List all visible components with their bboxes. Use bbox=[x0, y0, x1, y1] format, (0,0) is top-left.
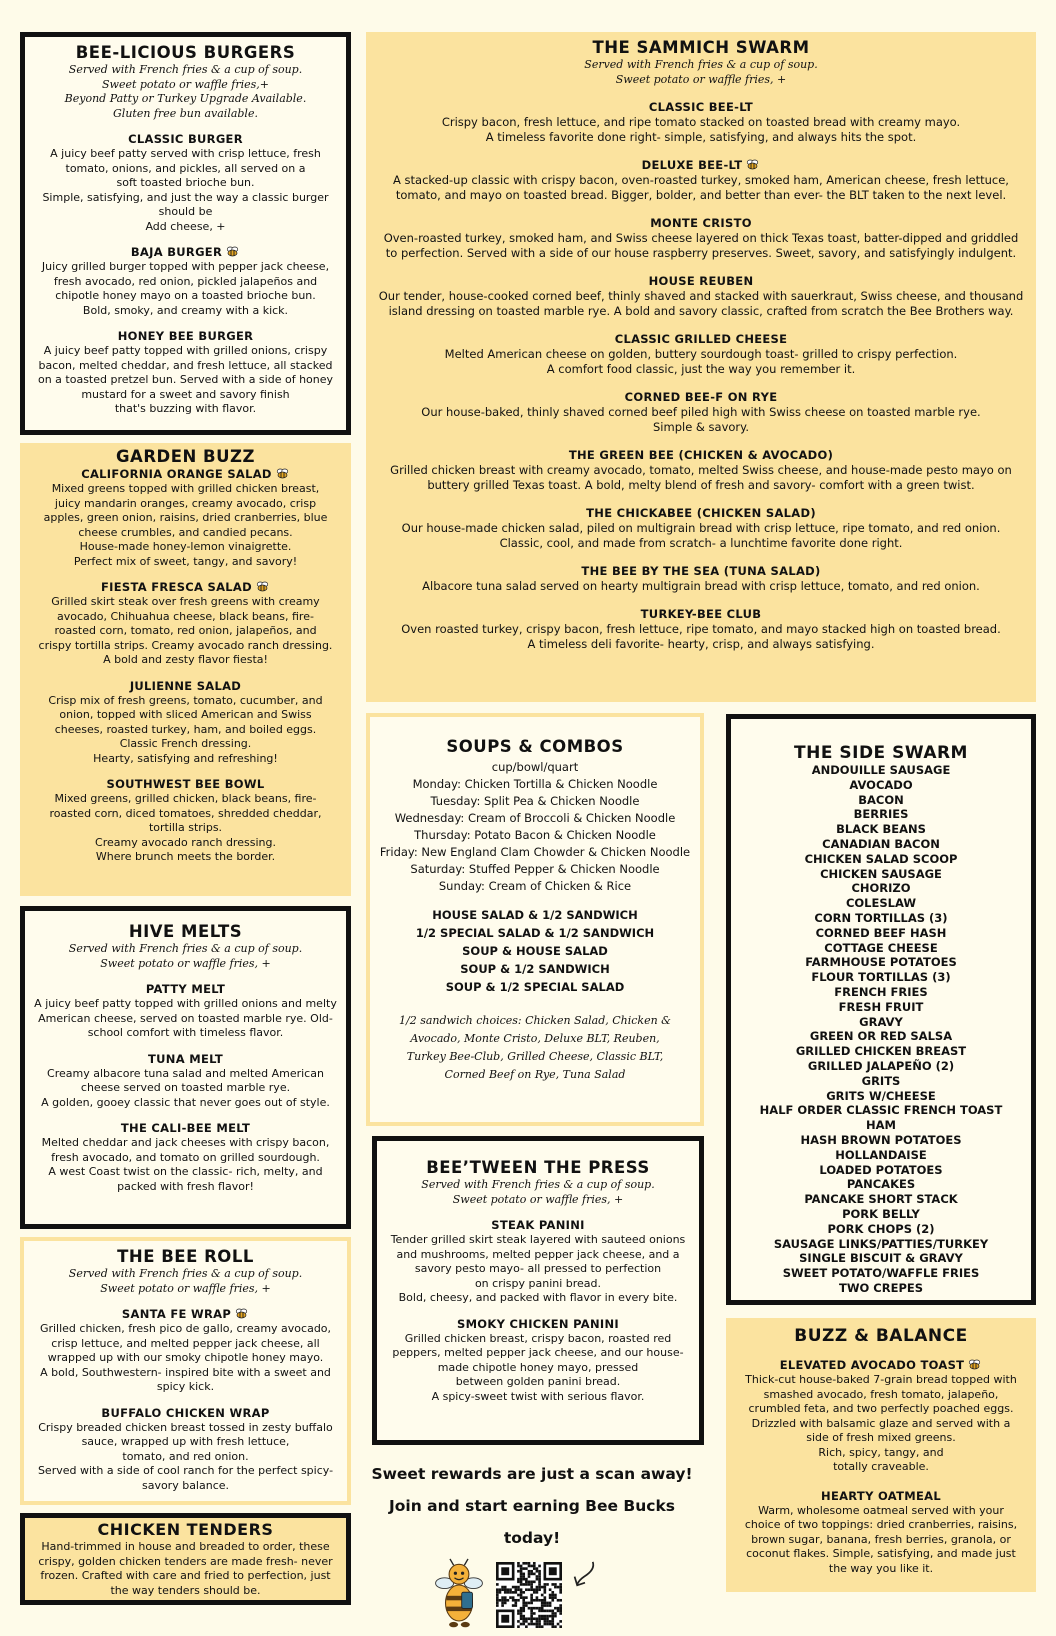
bee-icon bbox=[742, 158, 760, 172]
side-item: HAM bbox=[866, 1118, 896, 1133]
item-description: Albacore tuna salad served on hearty multigrain bread with crisp lettuce, tomato, and red onion. bbox=[422, 579, 980, 593]
combo-list bbox=[374, 906, 696, 996]
side-item: GREEN OR RED SALSA bbox=[809, 1029, 953, 1044]
side-item: HOLLANDAISE bbox=[835, 1147, 927, 1162]
item-name bbox=[26, 467, 345, 482]
item-description: Crispy bacon, fresh lettuce, and ripe tomato stacked on toasted bread with creamy mayo. A timeless favorite done right- simple, satisfying, and always hits the spot. bbox=[441, 115, 961, 144]
item-name bbox=[381, 1317, 695, 1332]
item-name-text: THE BEE BY THE SEA (TUNA SALAD) bbox=[581, 564, 821, 578]
chicken-tenders-section bbox=[20, 1513, 351, 1605]
item-name bbox=[30, 1307, 341, 1322]
side-item: SWEET POTATO/WAFFLE FRIES bbox=[782, 1266, 980, 1281]
item-name-text: CLASSIC BEE-LT bbox=[648, 100, 754, 114]
menu-item bbox=[374, 158, 1028, 203]
menu-item bbox=[381, 1317, 695, 1405]
side-item: GRILLED CHICKEN BREAST bbox=[795, 1044, 967, 1059]
item-name bbox=[29, 982, 342, 997]
item-name bbox=[374, 607, 1028, 622]
item-name bbox=[381, 1218, 695, 1233]
item-name bbox=[374, 332, 1028, 347]
side-item: GRAVY bbox=[859, 1014, 903, 1029]
item-description: Tender grilled skirt steak layered with sauteed onions and mushrooms, melted pepper jack cheese, and a savory pesto mayo- all pressed to perfection on crispy panini bread. Bold, cheesy, and packed with flavor in every bite. bbox=[390, 1233, 686, 1304]
item-name-text: CALIFORNIA ORANGE SALAD bbox=[81, 467, 272, 481]
sides-list bbox=[735, 763, 1027, 1296]
item-description: Our house-baked, thinly shaved corned beef piled high with Swiss cheese on toasted marble rye. Simple & savory. bbox=[421, 405, 981, 434]
menu-item bbox=[29, 1121, 342, 1194]
section-title: BEE-LICIOUS BURGERS bbox=[75, 43, 296, 62]
side-item: GRILLED JALAPEÑO (2) bbox=[807, 1058, 955, 1073]
menu-item bbox=[26, 777, 345, 865]
side-item: PANCAKES bbox=[846, 1177, 916, 1192]
section-title: BEE’TWEEN THE PRESS bbox=[426, 1158, 650, 1177]
side-item: SAUSAGE LINKS/PATTIES/TURKEY bbox=[773, 1236, 989, 1251]
section-intro-line: Sweet potato or waffle fries, + bbox=[100, 956, 271, 970]
item-name bbox=[30, 1406, 341, 1421]
sammich-swarm-section bbox=[366, 32, 1036, 702]
section-intro-line: Sweet potato or waffle fries, + bbox=[452, 1192, 624, 1206]
section-title: HIVE MELTS bbox=[128, 922, 243, 941]
item-description: A juicy beef patty topped with grilled onions, crispy bacon, melted cheddar, and fresh lettuce, all stacked on a toasted pretzel bun. Served with a side of honey mustard for a sweet and savory finish that's buzzing with flavor. bbox=[37, 344, 334, 415]
item-name-text: CORNED BEE-F ON RYE bbox=[624, 390, 778, 404]
soup-day: Friday: New England Clam Chowder & Chicken Noodle bbox=[379, 845, 691, 859]
side-item: FLOUR TORTILLAS (3) bbox=[811, 970, 951, 985]
menu-item bbox=[30, 1307, 341, 1395]
hive-melts-section bbox=[20, 906, 351, 1229]
side-item: SINGLE BISCUIT & GRAVY bbox=[799, 1251, 963, 1266]
section-intro-line: Served with French fries & a cup of soup. bbox=[68, 63, 303, 76]
soup-day: Wednesday: Cream of Broccoli & Chicken Noodle bbox=[394, 811, 676, 825]
item-name bbox=[33, 132, 338, 147]
side-item: BERRIES bbox=[853, 807, 909, 822]
section-intro-line: Beyond Patty or Turkey Upgrade Available. bbox=[64, 92, 307, 105]
section-title: GARDEN BUZZ bbox=[116, 447, 255, 466]
menu-item bbox=[26, 580, 345, 668]
side-item: GRITS bbox=[861, 1073, 901, 1088]
side-item: FRESH FRUIT bbox=[838, 999, 924, 1014]
item-name bbox=[33, 329, 338, 344]
item-description: Mixed greens topped with grilled chicken breast, juicy mandarin oranges, creamy avocado, crisp apples, green onion, raisins, dried cranberries, blue cheese crumbles, and candied pecans. House-made honey-lemon vinaigrette. Perfect mix of sweet, tangy, and savory! bbox=[43, 482, 328, 568]
bee-icon bbox=[272, 467, 290, 481]
side-item: CHICKEN SAUSAGE bbox=[820, 866, 942, 881]
item-description: Grilled chicken breast with creamy avocado, tomato, melted Swiss cheese, and house-made pesto mayo on buttery grilled Texas toast. A bold, melty blend of fresh and savory- comfort with a green twist. bbox=[390, 463, 1012, 492]
bee-roll-section bbox=[20, 1237, 351, 1505]
item-description: Our tender, house-cooked corned beef, thinly shaved and stacked with sauerkraut, Swiss cheese, and thousand island dressing on toasted marble rye. A bold and savory classic, crafted from scratch the Bee Brothers way. bbox=[378, 289, 1024, 318]
half-sandwich-choices: 1/2 sandwich choices: Chicken Salad, Chicken & Avocado, Monte Cristo, Deluxe BLT, Reuben, Turkey Bee-Club, Grilled Cheese, Classic BLT, Corned Beef on Rye, Tuna Salad bbox=[399, 1014, 671, 1081]
item-description: Oven-roasted turkey, smoked ham, and Swiss cheese layered on thick Texas toast, batter-dipped and griddled to perfection. Served with a side of our house raspberry preserves. Sweet, savory, and satisfyingly indulgent. bbox=[383, 231, 1019, 260]
item-name-text: TURKEY-BEE CLUB bbox=[640, 607, 762, 621]
item-name-text: SOUTHWEST BEE BOWL bbox=[106, 777, 265, 791]
side-item: AVOCADO bbox=[849, 777, 913, 792]
soup-schedule bbox=[374, 776, 696, 895]
item-name-text: CLASSIC BURGER bbox=[128, 132, 243, 146]
section-title: BUZZ & BALANCE bbox=[794, 1326, 968, 1346]
section-intro-line: Served with French fries & a cup of soup. bbox=[584, 58, 818, 71]
item-name bbox=[29, 1121, 342, 1136]
item-description: A stacked-up classic with crispy bacon, oven-roasted turkey, smoked ham, American cheese, fresh lettuce, tomato, and mayo on toasted bread. Bigger, bolder, and better than ever- the BLT taken to the next level. bbox=[393, 173, 1009, 202]
side-item: BLACK BEANS bbox=[836, 822, 926, 837]
item-description: Oven roasted turkey, crispy bacon, fresh lettuce, ripe tomato, and mayo stacked high on toasted bread. A timeless deli favorite- hearty, crisp, and always satisfying. bbox=[401, 622, 1001, 651]
item-name bbox=[374, 216, 1028, 231]
item-name-text: HOUSE REUBEN bbox=[648, 274, 754, 288]
bee-mascot-icon bbox=[432, 1556, 486, 1632]
item-name-text: THE CALI-BEE MELT bbox=[120, 1121, 251, 1135]
combo-item: 1/2 SPECIAL SALAD & 1/2 SANDWICH bbox=[415, 926, 655, 940]
menu-item bbox=[374, 274, 1028, 319]
item-description: A juicy beef patty served with crisp lettuce, fresh tomato, onions, and pickles, all served on a soft toasted brioche bun. Simple, satisfying, and just the way a classic burger should be Add cheese, + bbox=[42, 147, 329, 233]
item-description: Melted cheddar and jack cheeses with crispy bacon, fresh avocado, and tomato on grilled sourdough. A west Coast twist on the classic- rich, melty, and packed with fresh flavor! bbox=[41, 1136, 330, 1193]
section-title: CHICKEN TENDERS bbox=[97, 1520, 274, 1539]
item-name-text: THE CHICKABEE (CHICKEN SALAD) bbox=[586, 506, 816, 520]
side-item: HASH BROWN POTATOES bbox=[800, 1132, 962, 1147]
item-description: Juicy grilled burger topped with pepper jack cheese, fresh avocado, red onion, pickled jalapeños and chipotle honey mayo on a toasted brioche bun. Bold, smoky, and creamy with a kick. bbox=[41, 260, 330, 317]
side-item: PANCAKE SHORT STACK bbox=[804, 1192, 958, 1207]
side-item: LOADED POTATOES bbox=[819, 1162, 943, 1177]
item-description: Our house-made chicken salad, piled on multigrain bread with crisp lettuce, ripe tomato, and red onion. Classic, cool, and made from scratch- a lunchtime favorite done right. bbox=[401, 521, 1001, 550]
bee-icon bbox=[231, 1307, 249, 1321]
side-item: TWO CREPES bbox=[838, 1280, 924, 1295]
item-description: Warm, wholesome oatmeal served with your choice of two toppings: dried cranberries, raisins, brown sugar, banana, fresh berries, granola, or coconut flakes. Simple, satisfying, and made just the way you like it. bbox=[744, 1503, 1018, 1575]
side-item: FARMHOUSE POTATOES bbox=[805, 955, 957, 970]
item-description: Grilled chicken, fresh pico de gallo, creamy avocado, crisp lettuce, and melted pepper jack cheese, all wrapped up with our smoky chipotle honey mayo. A bold, Southwestern- inspired bite with a sweet and spicy kick. bbox=[39, 1322, 332, 1393]
bee-icon bbox=[964, 1358, 982, 1372]
item-description: Creamy albacore tuna salad and melted American cheese served on toasted marble rye. A golden, gooey classic that never goes out of style. bbox=[41, 1066, 330, 1109]
item-name-text: THE GREEN BEE (CHICKEN & AVOCADO) bbox=[568, 448, 834, 462]
menu-item bbox=[374, 448, 1028, 493]
promo-line-2: Join and start earning Bee Bucks today! bbox=[389, 1497, 675, 1547]
side-item: CORNED BEEF HASH bbox=[815, 925, 947, 940]
side-item: FRENCH FRIES bbox=[834, 984, 928, 999]
item-name-text: DELUXE BEE-LT bbox=[641, 158, 743, 172]
item-description: Crisp mix of fresh greens, tomato, cucumber, and onion, topped with sliced American and Swiss cheeses, roasted turkey, ham, and boiled eggs. Classic French dressing. Hearty, satisfying and refreshing! bbox=[48, 693, 323, 765]
buzz-balance-section bbox=[726, 1318, 1036, 1592]
menu-item bbox=[33, 329, 338, 417]
section-title: THE SAMMICH SWARM bbox=[592, 38, 810, 57]
item-description: A juicy beef patty topped with grilled onions and melty American cheese, served on toasted marble rye. Old- school comfort with timeless flavor. bbox=[34, 997, 337, 1039]
menu-item bbox=[374, 607, 1028, 652]
combo-item: SOUP & 1/2 SANDWICH bbox=[460, 962, 610, 976]
item-description: Grilled chicken breast, crispy bacon, roasted red peppers, melted pepper jack cheese, and our house- made chipotle honey mayo, pressed between golden panini bread. A spicy-sweet twist with serious flavor. bbox=[392, 1331, 684, 1403]
side-item: PORK BELLY bbox=[842, 1206, 920, 1221]
item-name-text: HEARTY OATMEAL bbox=[821, 1488, 941, 1503]
side-item: BACON bbox=[858, 792, 904, 807]
item-name-text: CLASSIC GRILLED CHEESE bbox=[614, 332, 788, 346]
item-name-text: SANTA FE WRAP bbox=[121, 1307, 232, 1321]
item-name-text: BAJA BURGER bbox=[130, 245, 223, 259]
item-name bbox=[26, 777, 345, 792]
menu-item bbox=[30, 1406, 341, 1494]
item-name-text: SMOKY CHICKEN PANINI bbox=[456, 1316, 619, 1331]
side-item: GRITS W/CHEESE bbox=[826, 1088, 936, 1103]
soup-day: Saturday: Stuffed Pepper & Chicken Noodle bbox=[410, 862, 660, 876]
item-name bbox=[374, 390, 1028, 405]
item-description: Thick-cut house-baked 7-grain bread topped with smashed avocado, fresh tomato, jalapeño, crumbled feta, and two perfectly poached eggs. Drizzled with balsamic glaze and served with a side of fresh mixed greens. Rich, spicy, tangy, and totally craveable. bbox=[745, 1373, 1017, 1473]
section-intro-line: Sweet potato or waffle fries, + bbox=[100, 1281, 271, 1295]
item-name-text: HONEY BEE BURGER bbox=[117, 329, 254, 343]
menu-item bbox=[26, 679, 345, 767]
item-name bbox=[26, 580, 345, 595]
item-name bbox=[374, 448, 1028, 463]
menu-item bbox=[732, 1358, 1030, 1475]
bee-icon bbox=[222, 245, 240, 259]
item-description: Mixed greens, grilled chicken, black beans, fire- roasted corn, diced tomatoes, shredded cheddar, tortilla strips. Creamy avocado ranch dressing. Where brunch meets the border. bbox=[49, 792, 322, 863]
soup-sizes: cup/bowl/quart bbox=[491, 760, 579, 774]
item-name-text: STEAK PANINI bbox=[491, 1218, 585, 1232]
combo-item: SOUP & HOUSE SALAD bbox=[462, 944, 608, 958]
garden-buzz-section bbox=[20, 443, 351, 896]
side-item: HALF ORDER CLASSIC FRENCH TOAST bbox=[759, 1103, 1003, 1118]
item-description: Melted American cheese on golden, buttery sourdough toast- grilled to crispy perfection. A comfort food classic, just the way you remember it. bbox=[444, 347, 958, 376]
menu-item bbox=[374, 216, 1028, 261]
section-title: THE SIDE SWARM bbox=[794, 743, 968, 763]
menu-item bbox=[26, 467, 345, 569]
arrow-icon bbox=[572, 1558, 598, 1590]
menu-item bbox=[29, 982, 342, 1041]
side-item: COLESLAW bbox=[845, 896, 917, 911]
section-title: SOUPS & COMBOS bbox=[446, 737, 624, 756]
side-item: ANDOUILLE SAUSAGE bbox=[811, 763, 951, 777]
combo-item: HOUSE SALAD & 1/2 SANDWICH bbox=[432, 908, 638, 922]
menu-item bbox=[732, 1489, 1030, 1577]
item-name bbox=[33, 245, 338, 260]
soup-day: Monday: Chicken Tortilla & Chicken Noodle bbox=[412, 777, 658, 791]
menu-item bbox=[374, 332, 1028, 377]
item-name bbox=[374, 564, 1028, 579]
section-title: THE BEE ROLL bbox=[117, 1247, 254, 1266]
menu-item bbox=[374, 100, 1028, 145]
item-name bbox=[26, 679, 345, 694]
side-item: PORK CHOPS (2) bbox=[827, 1221, 935, 1236]
item-name-text: PATTY MELT bbox=[145, 982, 226, 996]
burgers-section bbox=[20, 32, 351, 435]
item-name-text: FIESTA FRESCA SALAD bbox=[101, 580, 252, 594]
item-name-text: JULIENNE SALAD bbox=[129, 678, 242, 693]
item-name bbox=[732, 1489, 1030, 1504]
item-name-text: BUFFALO CHICKEN WRAP bbox=[101, 1405, 270, 1420]
menu-item bbox=[29, 1052, 342, 1111]
item-name-text: ELEVATED AVOCADO TOAST bbox=[779, 1358, 965, 1372]
rewards-promo bbox=[362, 1458, 702, 1636]
item-description: Hand-trimmed in house and breaded to order, these crispy, golden chicken tenders are made fresh- never frozen. Crafted with care and fried to perfection, just the way tenders should be. bbox=[38, 1540, 333, 1597]
menu-item bbox=[33, 132, 338, 234]
side-item: CHORIZO bbox=[851, 881, 911, 896]
bee-icon bbox=[252, 580, 270, 594]
soup-day: Sunday: Cream of Chicken & Rice bbox=[438, 879, 632, 893]
combo-item: SOUP & 1/2 SPECIAL SALAD bbox=[445, 980, 625, 994]
side-item: CANADIAN BACON bbox=[822, 836, 940, 851]
item-name-text: MONTE CRISTO bbox=[650, 216, 752, 230]
qr-code-icon bbox=[496, 1562, 562, 1628]
section-intro-line: Sweet potato or waffle fries,+ bbox=[102, 77, 269, 91]
section-intro-line: Served with French fries & a cup of soup. bbox=[68, 942, 303, 955]
item-name bbox=[374, 274, 1028, 289]
menu-item bbox=[374, 506, 1028, 551]
item-description: Crispy breaded chicken breast tossed in zesty buffalo sauce, wrapped up with fresh lettuce, tomato, and red onion. Served with a side of cool ranch for the perfect spicy- savory balance. bbox=[37, 1420, 334, 1492]
menu-item bbox=[381, 1218, 695, 1306]
item-name bbox=[374, 100, 1028, 115]
item-description: Grilled skirt steak over fresh greens with creamy avocado, Chihuahua cheese, black beans, fire- roasted corn, tomato, red onion, jalapeños, and crispy tortilla strips. Creamy avocado ranch dressing. A bold and zesty flavor fiesta! bbox=[38, 595, 333, 666]
section-intro-line: Sweet potato or waffle fries, + bbox=[615, 72, 787, 86]
side-swarm-section bbox=[726, 714, 1036, 1305]
side-item: CHICKEN SALAD SCOOP bbox=[804, 851, 958, 866]
soup-day: Tuesday: Split Pea & Chicken Noodle bbox=[430, 794, 640, 808]
section-intro-line: Gluten free bun available. bbox=[113, 106, 258, 120]
item-name bbox=[29, 1052, 342, 1067]
soups-combos-section bbox=[366, 713, 704, 1126]
promo-line-1: Sweet rewards are just a scan away! bbox=[371, 1465, 693, 1483]
item-name bbox=[374, 506, 1028, 521]
item-name bbox=[374, 158, 1028, 173]
section-intro-line: Served with French fries & a cup of soup. bbox=[68, 1267, 303, 1280]
menu-item bbox=[374, 564, 1028, 594]
menu-item bbox=[33, 245, 338, 318]
item-name bbox=[732, 1358, 1030, 1373]
soup-day: Thursday: Potato Bacon & Chicken Noodle bbox=[414, 828, 656, 842]
item-name-text: TUNA MELT bbox=[148, 1051, 223, 1066]
side-item: CORN TORTILLAS (3) bbox=[814, 910, 948, 925]
menu-item bbox=[374, 390, 1028, 435]
section-intro-line: Served with French fries & a cup of soup. bbox=[421, 1178, 655, 1191]
beetween-press-section bbox=[372, 1136, 704, 1445]
side-item: COTTAGE CHEESE bbox=[824, 940, 938, 955]
